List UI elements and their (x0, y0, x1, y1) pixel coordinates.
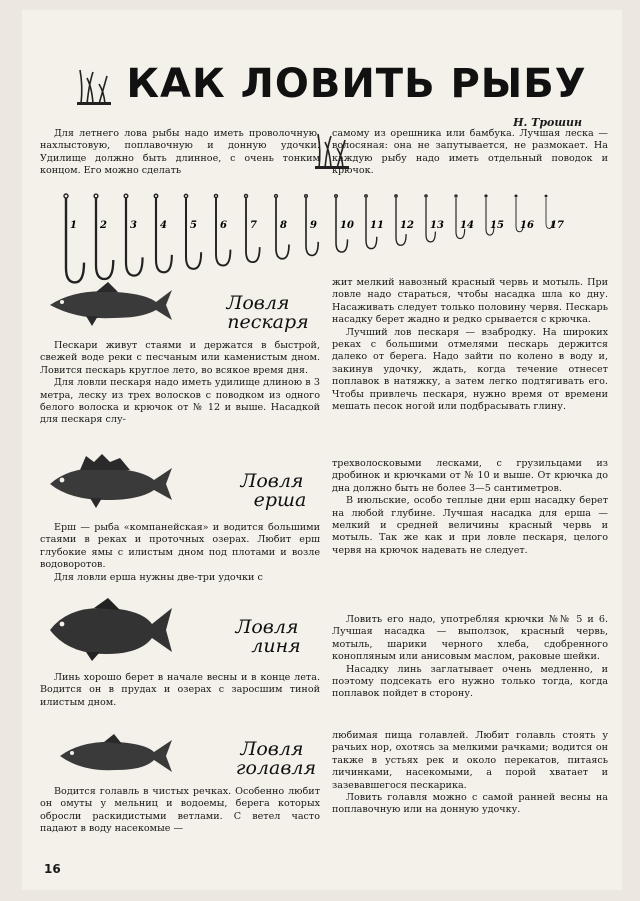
hook-number-label: 11 (370, 220, 384, 231)
paragraph: Ловить голавля можно с самой ранней весны на поплавочную или на донную удочку. (332, 792, 608, 816)
article-author: Н. Трошин (513, 116, 582, 129)
fish-hook (184, 194, 201, 269)
fish-hook (64, 194, 84, 282)
section-heading: Ловля ерша (240, 470, 307, 511)
fish-hook (455, 195, 474, 238)
intro-right-column (332, 128, 608, 178)
hook-number-label: 2 (100, 220, 107, 231)
hook-number-label: 3 (130, 220, 137, 231)
fish-hook (214, 194, 230, 265)
paragraph: Лучший лов пескаря — взабродку. На широких реках с большими отмелями пескарь держится далеко от берега. Надо зайти по колено в воду и, закинув удочку, ждать, когда течение отнесет поплавок в натяжку, а затем легко подтягивать его. Чтобы привлечь пескаря, нужно время от времени мешать песок ногой или подбрасывать глину. (332, 326, 608, 413)
hook-number-label: 5 (190, 220, 197, 231)
section-left-column (40, 672, 320, 709)
fish-hook (275, 195, 289, 259)
ruffe-illustration (46, 452, 176, 512)
hook-number-label: 16 (520, 220, 534, 231)
fish-hooks-icon (52, 180, 592, 280)
hook-number-label: 14 (460, 220, 474, 231)
page-number: 16 (44, 862, 61, 876)
hook-number-label: 10 (340, 220, 354, 231)
section-heading: Ловля пескаря (226, 292, 309, 333)
paragraph: Для летнего лова рыбы надо иметь проволочную, нахлыстовую, поплавочную и донную удочки. Удилище должно быть длинное, с очень тонким концом. Его можно сделать (40, 128, 320, 177)
paragraph: Водится голавль в чистых речках. Особенно любит он омуты у мельниц и водоемы, берега которых обросли раскидистыми ветлами. С ветел часто падают в воду насекомые — (40, 786, 320, 835)
article-title (62, 52, 602, 116)
section-right-column (332, 458, 608, 557)
fish-hook (94, 194, 113, 279)
section-right-column (332, 614, 608, 701)
fish-hook (154, 194, 172, 272)
paragraph: Линь хорошо берет в начале весны и в конце лета. Водится он в прудах и озерах с заросшим тиной илистым дном. (40, 672, 320, 708)
hook-number-label: 13 (430, 220, 444, 231)
fish-hook (545, 195, 564, 231)
fish-hook (335, 195, 354, 252)
section-heading: Ловля линя (235, 616, 301, 657)
section-left-column (40, 522, 320, 584)
section-left-column (40, 340, 320, 427)
paragraph: Ерш — рыба «компанейская» и водится большими стаями в реках и проточных озерах. Любит ерш глубокие ямы с илистым дном под плотами и возле водоворотов. (40, 522, 320, 571)
fish-hook (395, 195, 414, 245)
hooks-illustration (52, 180, 592, 280)
fish-hook (124, 194, 142, 275)
paragraph: трехволосковыми лесками, с грузильцами из дробинок и крючками от № 10 и выше. От крючка до дна должно быть не более 3—5 сантиметров. (332, 458, 608, 494)
paragraph: Пескари живут стаями и держатся в быстрой, свежей воде реки с песчаным или каменистым дном. Ловится пескарь круглое лето, во всякое время дня. (40, 340, 320, 376)
hook-number-label: 7 (250, 220, 257, 231)
hook-number-label: 9 (310, 220, 317, 231)
paragraph: Для ловли ерша нужны две-три удочки с (54, 571, 263, 583)
paragraph: жит мелкий навозный красный червь и мотыль. При ловле надо стараться, чтобы насадка шла ко дну. Насаживать следует только половину червя. Пескарь насадку берет жадно и редко срывается с крючка. (332, 277, 608, 326)
tench-illustration (46, 596, 176, 662)
hook-number-label: 15 (490, 220, 504, 231)
section-right-column (332, 277, 608, 413)
paragraph: Ловить его надо, употребляя крючки №№ 5 и 6. Лучшая насадка — выползок, красный червь, мотыль, шарики черного хлеба, сдобренного конопляным или анисовым маслом, раковые шейки. (332, 614, 608, 663)
section-right-column (332, 730, 608, 817)
magazine-page (22, 10, 622, 890)
reeds-icon (77, 66, 111, 106)
hook-number-label: 1 (70, 220, 77, 231)
hook-number-label: 17 (550, 220, 564, 231)
section-left-column (40, 786, 320, 836)
fish-hook (305, 195, 319, 256)
gudgeon-illustration (46, 278, 176, 332)
intro-left-column (40, 128, 320, 178)
paragraph: Насадку линь заглатывает очень медленно, и поэтому подсекать его нужно только тогда, когда поплавок пойдет в сторону. (332, 663, 608, 700)
hook-number-label: 12 (400, 220, 414, 231)
fish-hook (365, 195, 384, 249)
fish-hook (485, 195, 504, 235)
hook-number-label: 4 (160, 220, 167, 231)
fish-hook (515, 195, 534, 232)
section-heading: Ловля голавля (235, 738, 317, 779)
paragraph: В июльские, особо теплые дни ерш насадку берет на любой глубине. Лучшая насадка для ерша — мелкий и средней величины красный червь и мотыль. Так же как и при ловле пескаря, целого червя на крючок надевать не следует. (332, 495, 608, 556)
fish-hook (425, 195, 444, 242)
chub-illustration (56, 732, 176, 780)
paragraph: самому из орешника или бамбука. Лучшая леска — волосяная: она не запутывается, не размокает. На каждую рыбу надо иметь отдельный поводок и крючок. (332, 128, 608, 177)
hook-number-label: 6 (220, 220, 227, 231)
article-title-text: КАК ЛОВИТЬ РЫБУ (126, 61, 587, 107)
paragraph: любимая пища голавлей. Любит голавль стоять у рачьих нор, охотясь за мелкими рачками; водится он также в устьях рек и около перекатов, питаясь личинками, насекомыми, а порой хватает и зазевавшегося пескарика. (332, 730, 608, 791)
hook-number-label: 8 (280, 220, 287, 231)
fish-hook (244, 194, 259, 262)
paragraph: Для ловли пескаря надо иметь удилище длиною в 3 метра, леску из трех волосков с поводком из одного белого волоска и крючок от № 12 и выше. Насадкой для пескаря слу- (40, 377, 320, 426)
